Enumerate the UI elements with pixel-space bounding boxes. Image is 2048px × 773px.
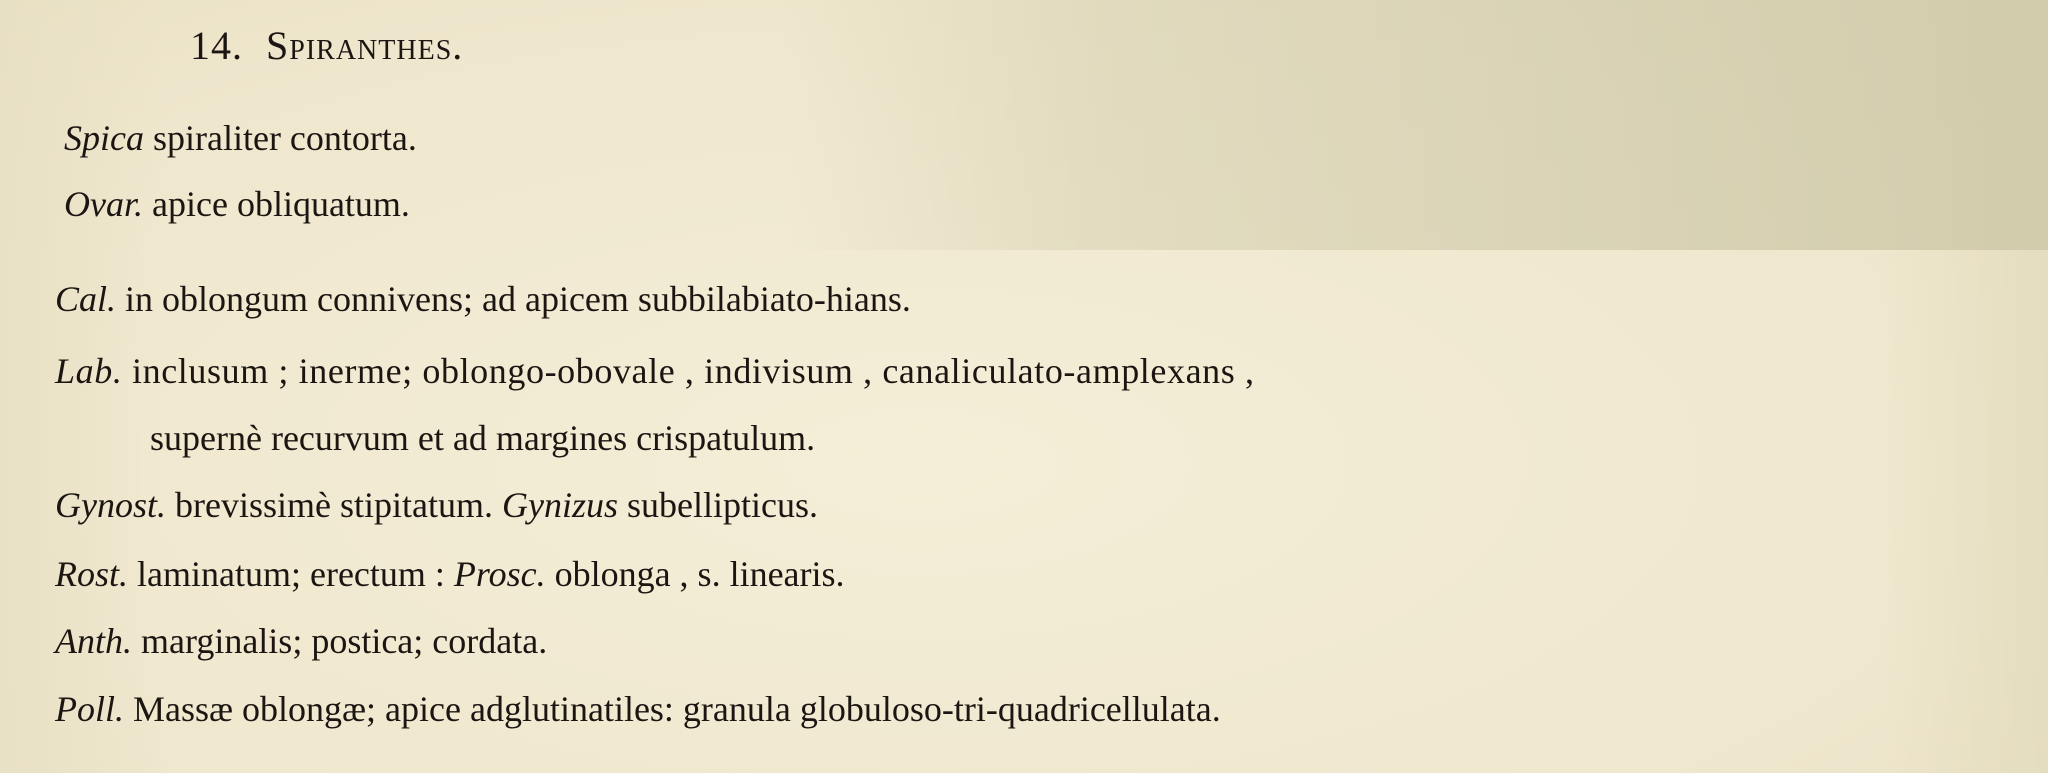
character-line-spica xyxy=(64,117,417,159)
character-line-rost xyxy=(55,553,845,595)
character-label: Ovar. xyxy=(64,184,143,224)
show-through-shadow xyxy=(785,0,2048,250)
character-text: apice obliquatum. xyxy=(143,184,410,224)
character-text: supernè recurvum et ad margines crispatulum. xyxy=(150,418,816,458)
character-label: Cal. xyxy=(55,279,117,319)
character-label: Lab. xyxy=(55,351,123,391)
character-label: Poll. xyxy=(55,689,124,729)
character-text: Massæ oblongæ; apice adglutinatiles: granula globuloso-tri-quadricellulata. xyxy=(124,689,1221,729)
character-line-lab-continued xyxy=(150,417,815,459)
character-line-lab xyxy=(55,350,1255,392)
character-italic-term: Prosc. xyxy=(453,554,546,594)
genus-name: Spiranthes. xyxy=(266,23,464,68)
character-text: spiraliter contorta. xyxy=(143,118,417,158)
genus-heading xyxy=(190,22,463,69)
character-label: Anth. xyxy=(55,621,132,661)
character-text: in oblongum connivens; ad apicem subbilabiato-hians. xyxy=(116,279,911,319)
character-text: brevissimè stipitatum. xyxy=(166,485,502,525)
character-label: Rost. xyxy=(55,554,129,594)
character-line-gynost xyxy=(55,484,818,526)
character-label: Spica xyxy=(64,118,144,158)
character-line-cal xyxy=(55,278,911,320)
genus-number: 14. xyxy=(190,23,243,68)
character-text: marginalis; postica; cordata. xyxy=(132,621,548,661)
character-text-tail: oblonga , s. linearis. xyxy=(545,554,845,594)
character-label: Gynost. xyxy=(55,485,166,525)
character-italic-term: Gynizus xyxy=(501,485,618,525)
character-text: inclusum ; inerme; oblongo-obovale , indivisum , canaliculato-amplexans , xyxy=(122,351,1255,391)
character-line-anth xyxy=(55,620,547,662)
character-line-ovar xyxy=(64,183,410,225)
character-text: laminatum; erectum : xyxy=(128,554,454,594)
character-text-tail: subellipticus. xyxy=(617,485,818,525)
character-line-poll xyxy=(55,688,1221,730)
